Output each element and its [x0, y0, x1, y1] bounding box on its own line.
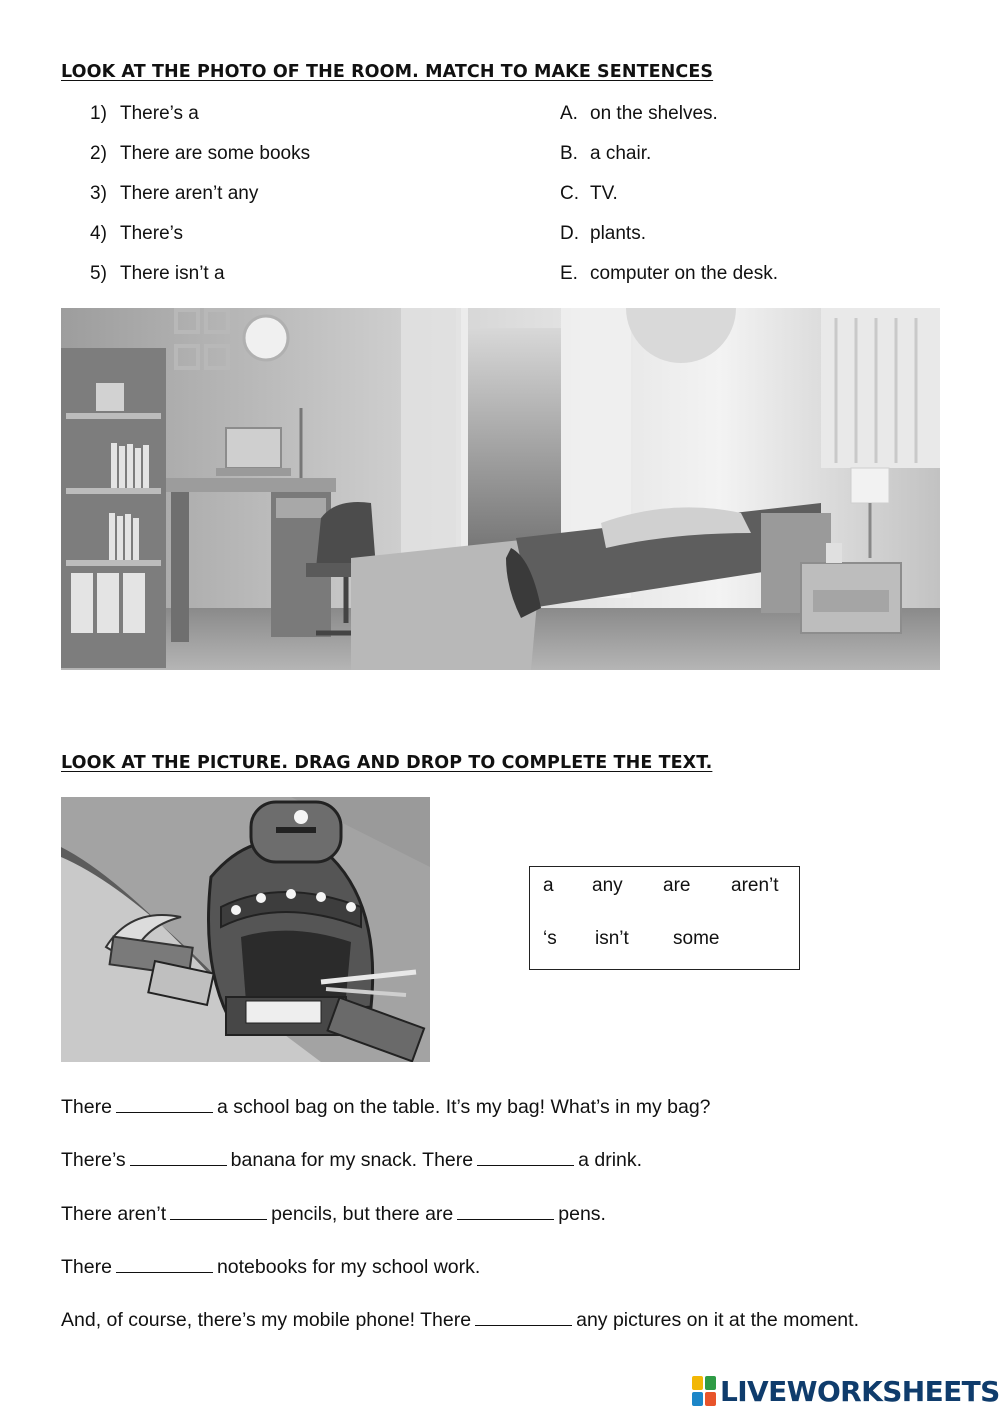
sentence-text: any pictures on it at the moment. [576, 1309, 859, 1331]
draggable-word-are[interactable]: are [663, 875, 691, 896]
item-marker: 3) [90, 183, 107, 204]
list-item[interactable] [90, 182, 310, 222]
item-text: on the shelves. [590, 103, 718, 124]
draggable-word-s[interactable]: ‘s [543, 928, 557, 949]
drop-blank[interactable] [477, 1149, 574, 1166]
draggable-word-some[interactable]: some [673, 928, 720, 949]
sentence-3 [61, 1203, 606, 1226]
list-item[interactable] [560, 142, 778, 182]
draggable-word-a[interactable]: a [543, 875, 554, 896]
section2-heading: LOOK AT THE PICTURE. DRAG AND DROP TO COMPLETE THE TEXT. [61, 753, 713, 773]
item-text: a chair. [590, 143, 652, 164]
sentence-text: notebooks for my school work. [216, 1256, 481, 1278]
word-bank [529, 866, 800, 970]
item-marker: 5) [90, 263, 107, 284]
item-text: There are some books [120, 143, 311, 164]
item-text: There’s [120, 223, 184, 244]
sentence-1 [61, 1096, 711, 1119]
drop-blank[interactable] [457, 1203, 554, 1220]
list-item[interactable] [560, 182, 778, 222]
left-sentence-starts [90, 102, 310, 302]
sentence-text: pens. [558, 1203, 606, 1225]
item-marker: 2) [90, 143, 107, 164]
sentence-text: a school bag on the table. It’s my bag! What’s in my bag? [216, 1096, 711, 1118]
item-marker: C. [560, 183, 579, 204]
sentence-5 [61, 1309, 859, 1332]
sentence-text: There’s [61, 1149, 126, 1171]
bedroom-photo [61, 308, 940, 670]
item-marker: D. [560, 223, 579, 244]
sentence-4 [61, 1256, 480, 1279]
item-marker: 4) [90, 223, 107, 244]
sentence-2 [61, 1149, 642, 1172]
sentence-text: There [61, 1096, 112, 1118]
right-sentence-endings [560, 102, 778, 302]
sentence-text: There [61, 1256, 112, 1278]
list-item[interactable] [90, 262, 310, 302]
list-item[interactable] [560, 222, 778, 262]
item-text: plants. [590, 223, 646, 244]
sentence-text: There aren’t [61, 1203, 167, 1225]
draggable-word-arent[interactable]: aren’t [731, 875, 779, 896]
sentence-text: pencils, but there are [271, 1203, 454, 1225]
drop-blank[interactable] [170, 1203, 267, 1220]
item-text: There isn’t a [120, 263, 225, 284]
logo-mark-icon [692, 1376, 716, 1406]
logo-text: LIVEWORKSHEETS [720, 1374, 1000, 1408]
sentence-text: a drink. [578, 1149, 643, 1171]
liveworksheets-logo [692, 1374, 1000, 1408]
list-item[interactable] [90, 102, 310, 142]
item-text: TV. [590, 183, 618, 204]
list-item[interactable] [560, 102, 778, 142]
sentence-text: banana for my snack. There [230, 1149, 474, 1171]
item-marker: 1) [90, 103, 107, 124]
list-item[interactable] [90, 222, 310, 262]
drop-blank[interactable] [116, 1096, 213, 1113]
list-item[interactable] [560, 262, 778, 302]
item-marker: B. [560, 143, 578, 164]
drop-blank[interactable] [116, 1256, 213, 1273]
item-marker: A. [560, 103, 578, 124]
section1-heading: LOOK AT THE PHOTO OF THE ROOM. MATCH TO MAKE SENTENCES [61, 62, 714, 82]
school-bag-picture [61, 797, 430, 1062]
draggable-word-any[interactable]: any [592, 875, 623, 896]
drop-blank[interactable] [475, 1309, 572, 1326]
drop-blank[interactable] [130, 1149, 227, 1166]
sentence-text: And, of course, there’s my mobile phone! There [61, 1309, 472, 1331]
draggable-word-isnt[interactable]: isn’t [595, 928, 629, 949]
list-item[interactable] [90, 142, 310, 182]
item-text: There aren’t any [120, 183, 259, 204]
item-marker: E. [560, 263, 578, 284]
item-text: There’s a [120, 103, 199, 124]
item-text: computer on the desk. [590, 263, 778, 284]
